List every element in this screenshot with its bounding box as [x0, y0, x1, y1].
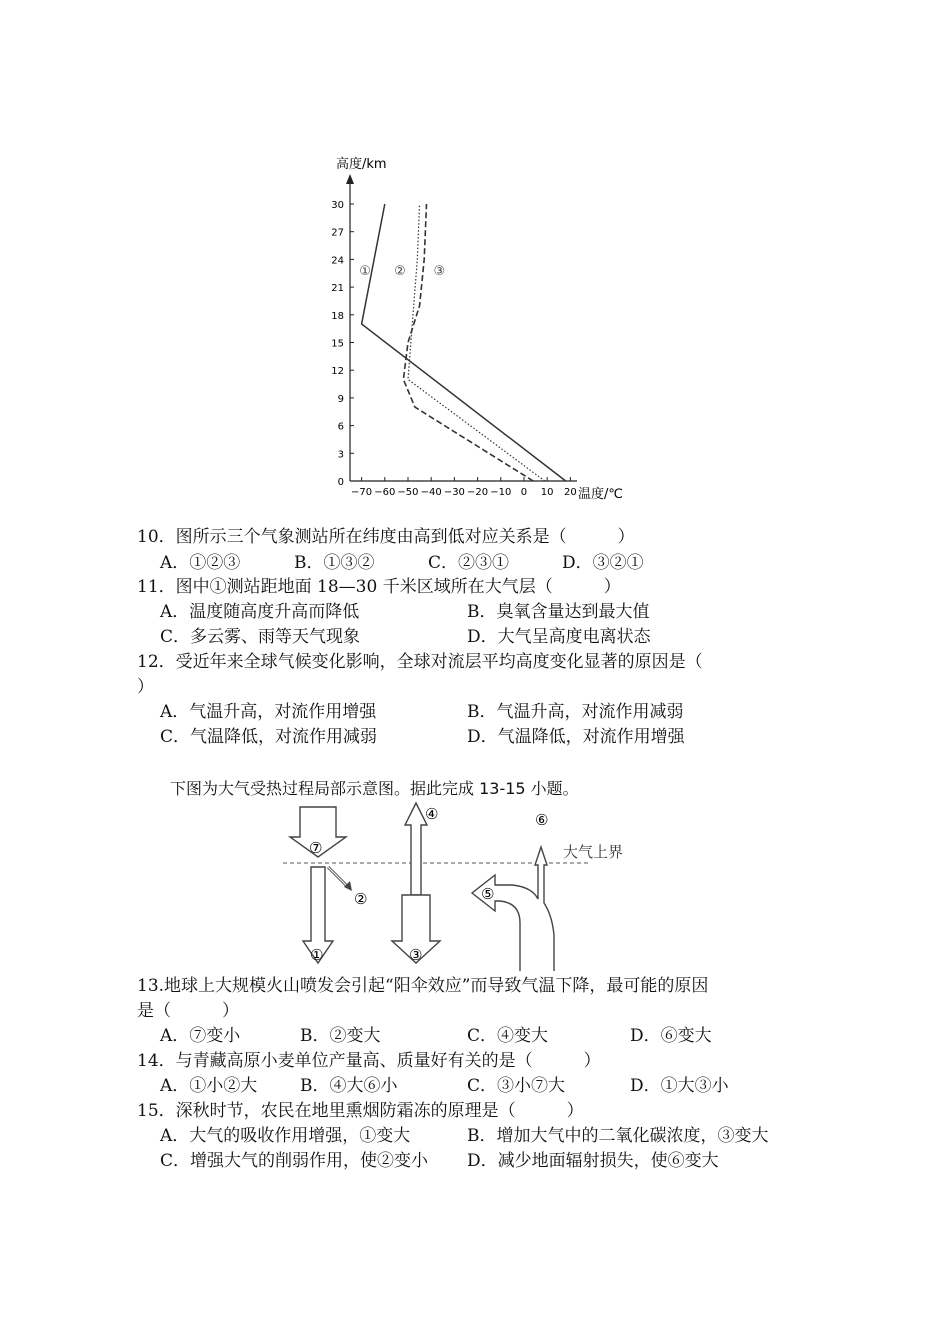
y-tick-label: 30 [331, 200, 344, 211]
q15-option-b[interactable]: B．增加大气中的二氧化碳浓度，③变大 [467, 1126, 769, 1146]
x-tick-label: −70 [351, 487, 373, 498]
q10-option-b[interactable]: B．①③② [294, 553, 375, 573]
x-tick-label: 10 [540, 487, 554, 498]
chart-series [359, 204, 565, 481]
q12-option-a[interactable]: A．气温升高，对流作用增强 [160, 702, 377, 722]
q13-stem-cont: 是（ ） [137, 1001, 239, 1021]
q13-option-d[interactable]: D．⑥变大 [630, 1026, 712, 1046]
x-tick-label: −40 [420, 487, 442, 498]
y-tick-label: 15 [331, 338, 344, 350]
chart-axes [331, 174, 577, 498]
q14-option-c[interactable]: C．③小⑦大 [467, 1076, 566, 1096]
y-tick-label: 3 [337, 449, 344, 461]
y-tick-label: 27 [331, 227, 344, 239]
x-tick-label: −30 [443, 487, 465, 498]
q14-option-b[interactable]: B．④大⑥小 [300, 1076, 398, 1096]
x-axis-label: 温度/℃ [578, 487, 623, 502]
q15-option-a[interactable]: A．大气的吸收作用增强，①变大 [160, 1126, 411, 1146]
temperature-altitude-chart [0, 0, 950, 520]
y-axis-label: 高度/km [336, 157, 387, 172]
y-tick-label: 9 [337, 393, 344, 405]
q10-option-d[interactable]: D．③②① [562, 553, 644, 573]
q11-option-d[interactable]: D．大气呈高度电离状态 [467, 627, 651, 647]
y-tick-label: 21 [331, 283, 344, 295]
q13-option-b[interactable]: B．②变大 [300, 1026, 381, 1046]
q11-option-a[interactable]: A．温度随高度升高而降低 [160, 602, 360, 622]
x-tick-label: −50 [397, 487, 419, 498]
label-4: ④ [425, 805, 439, 823]
q12-option-c[interactable]: C．气温降低，对流作用减弱 [160, 727, 378, 747]
series-label-2: ② [394, 264, 406, 280]
x-tick-label: −20 [467, 487, 489, 498]
y-tick-label: 24 [331, 255, 344, 267]
section-intro: 下图为大气受热过程局部示意图。据此完成 13-15 小题。 [170, 779, 579, 798]
q13-stem: 13.地球上大规模火山喷发会引起“阳伞效应”而导致气温下降，最可能的原因 [137, 976, 709, 996]
x-tick-label: 20 [563, 487, 577, 498]
y-tick-label: 6 [337, 421, 344, 433]
q14-option-a[interactable]: A．①小②大 [160, 1076, 258, 1096]
series-line-2 [408, 204, 545, 481]
label-6: ⑥ [535, 811, 549, 829]
q11-option-b[interactable]: B．臭氧含量达到最大值 [467, 602, 650, 622]
series-label-3: ③ [433, 264, 446, 280]
series-line-1 [362, 204, 566, 481]
q11-stem: 11．图中①测站距地面 18—30 千米区域所在大气层（ ） [137, 577, 621, 597]
label-7: ⑦ [309, 839, 323, 857]
y-tick-label: 0 [337, 477, 344, 488]
q15-stem: 15．深秋时节，农民在地里熏烟防霜冻的原理是（ ） [137, 1101, 584, 1121]
y-axis-arrow [346, 174, 354, 184]
y-tick-label: 18 [331, 310, 344, 322]
atmosphere-heating-diagram [0, 795, 950, 975]
ground-radiation-arrow [405, 803, 427, 895]
x-tick-label: −60 [374, 487, 396, 498]
x-tick-label: −10 [490, 487, 512, 498]
atmospheric-radiation-split-arrow [472, 847, 554, 971]
x-tick-label: 0 [520, 487, 528, 498]
q12-stem: 12．受近年来全球气候变化影响，全球对流层平均高度变化显著的原因是（ [137, 652, 703, 672]
q14-option-d[interactable]: D．①大③小 [630, 1076, 729, 1096]
q12-option-d[interactable]: D．气温降低，对流作用增强 [467, 727, 685, 747]
label-5: ⑤ [481, 885, 495, 903]
q12-option-b[interactable]: B．气温升高，对流作用减弱 [467, 702, 684, 722]
label-1: ① [310, 946, 324, 964]
q13-option-a[interactable]: A．⑦变小 [160, 1026, 241, 1046]
q10-option-a[interactable]: A．①②③ [160, 553, 241, 573]
q11-option-c[interactable]: C．多云雾、雨等天气现象 [160, 627, 361, 647]
q10-stem: 10．图所示三个气象测站所在纬度由高到低对应关系是（ ） [137, 527, 635, 547]
boundary-label: 大气上界 [563, 843, 624, 861]
q14-stem: 14．与青藏高原小麦单位产量高、质量好有关的是（ ） [137, 1051, 601, 1071]
q10-option-c[interactable]: C．②③① [428, 553, 510, 573]
y-tick-label: 12 [331, 366, 344, 378]
series-line-3 [403, 204, 533, 481]
q15-option-d[interactable]: D．减少地面辐射损失，使⑥变大 [467, 1151, 719, 1171]
series-label-1: ① [359, 264, 371, 280]
label-2: ② [354, 890, 368, 908]
q12-stem-cont: ） [137, 677, 154, 697]
q15-option-c[interactable]: C．增强大气的削弱作用，使②变小 [160, 1151, 429, 1171]
label-3: ③ [409, 946, 423, 964]
q13-option-c[interactable]: C．④变大 [467, 1026, 549, 1046]
